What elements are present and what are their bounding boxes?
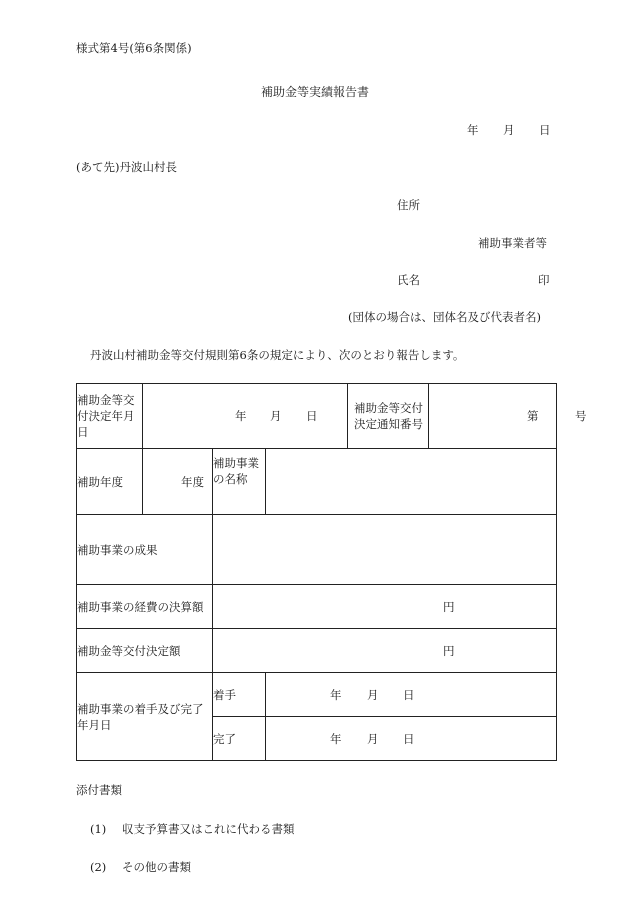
decision-year: 年 <box>235 409 247 423</box>
date-year: 年 <box>467 123 479 137</box>
attachment-item <box>90 859 191 875</box>
date-month: 月 <box>503 123 515 137</box>
seal-label: 印 <box>538 273 550 287</box>
start-label: 着手 <box>213 673 266 717</box>
addressee: (あて先)丹波山村長 <box>76 160 177 174</box>
applicant-role-label: 補助事業者等 <box>478 236 547 250</box>
notice-number-label: 補助金等交付決定通知番号 <box>348 384 429 448</box>
attachment-text: 収支予算書又はこれに代わる書類 <box>121 822 295 836</box>
row-results <box>77 515 557 585</box>
attachment-number: (1) <box>90 822 107 836</box>
settlement-unit: 円 <box>443 599 455 614</box>
project-name-label: 補助事業の名称 <box>213 449 266 515</box>
end-label: 完了 <box>213 717 266 761</box>
project-name-value <box>266 449 557 515</box>
grant-amount-value <box>213 629 557 673</box>
row-start <box>77 673 557 717</box>
address-label: 住所 <box>397 198 420 212</box>
start-day: 日 <box>403 687 415 702</box>
form-number: 様式第4号(第6条関係) <box>76 41 192 55</box>
start-year: 年 <box>330 687 342 702</box>
notice-prefix: 第 <box>527 409 539 423</box>
decision-day: 日 <box>306 409 318 423</box>
attachment-text: その他の書類 <box>121 860 191 874</box>
decision-month: 月 <box>270 409 282 423</box>
attachment-item <box>90 821 294 837</box>
notice-suffix: 号 <box>575 409 587 423</box>
start-value <box>266 673 557 717</box>
period-label: 補助事業の着手及び完了年月日 <box>77 673 213 761</box>
grant-amount-label: 補助金等交付決定額 <box>77 629 213 673</box>
end-year: 年 <box>330 731 342 746</box>
end-month: 月 <box>367 731 379 746</box>
date-day: 日 <box>539 123 551 137</box>
results-value <box>213 515 557 585</box>
attachment-number: (2) <box>90 860 107 874</box>
row-decision <box>77 384 557 449</box>
report-table <box>76 383 587 761</box>
results-label: 補助事業の成果 <box>77 515 213 585</box>
end-day: 日 <box>403 731 415 746</box>
body-text: 丹波山村補助金等交付規則第6条の規定により、次のとおり報告します。 <box>90 348 465 362</box>
notice-number-cell <box>348 384 587 449</box>
decision-date-label: 補助金等交付決定年月日 <box>77 384 143 449</box>
start-month: 月 <box>367 687 379 702</box>
document-title: 補助金等実績報告書 <box>260 85 369 99</box>
row-settlement <box>77 585 557 629</box>
fiscal-year-value <box>143 449 213 515</box>
name-label: 氏名 <box>397 273 420 287</box>
notice-number-value <box>429 384 587 448</box>
settlement-value <box>213 585 557 629</box>
grant-amount-unit: 円 <box>443 643 455 658</box>
settlement-label: 補助事業の経費の決算額 <box>77 585 213 629</box>
fiscal-year-label: 補助年度 <box>77 449 143 515</box>
row-fiscal-year <box>77 449 557 515</box>
decision-date-value <box>143 384 348 449</box>
attachments-heading: 添付書類 <box>76 783 122 797</box>
organization-note: (団体の場合は、団体名及び代表者名) <box>348 310 541 324</box>
end-value <box>266 717 557 761</box>
row-grant-amount <box>77 629 557 673</box>
fiscal-year-unit: 年度 <box>181 474 204 489</box>
